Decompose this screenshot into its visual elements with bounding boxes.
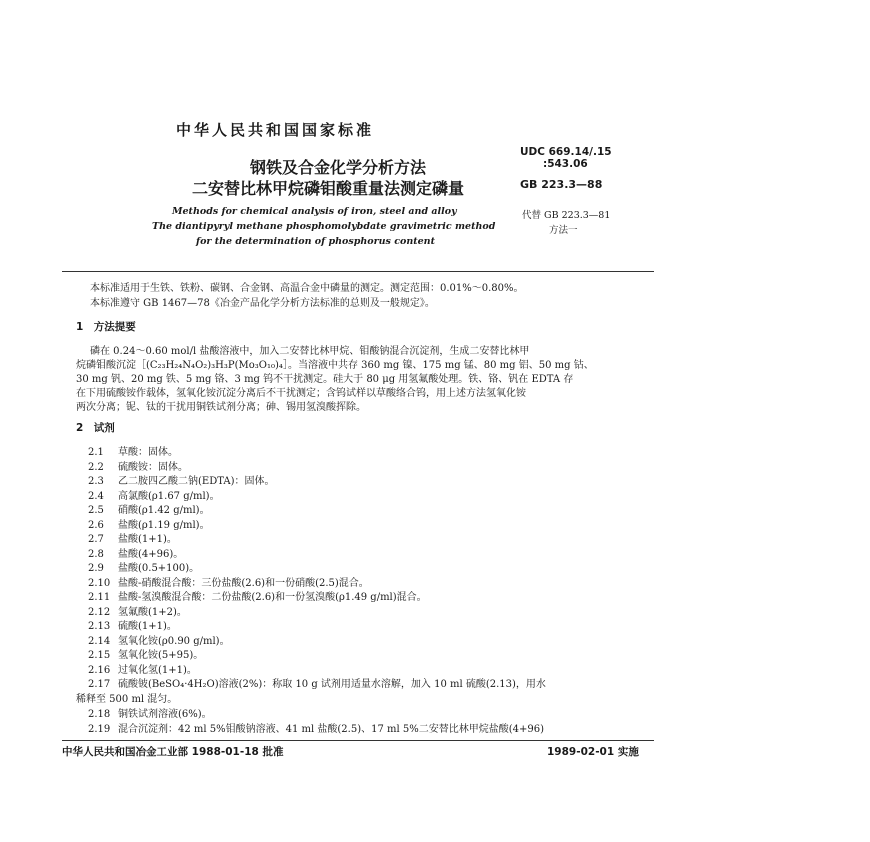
scope-paragraph-line1: 本标准适用于生铁、铁粉、碳钢、合金钢、高温合金中磷量的测定。测定范围：0.01%～0.80%。 bbox=[90, 283, 524, 294]
reagent-item bbox=[88, 588, 427, 603]
reagent-number: 2.19 bbox=[88, 724, 111, 735]
reagent-text: 盐酸(4+96)。 bbox=[118, 548, 184, 560]
reagent-text: 铜铁试剂溶液(6%)。 bbox=[118, 709, 212, 720]
reagent-text: 硫酸铵：固体。 bbox=[118, 461, 188, 473]
reagent-text: 盐酸(0.5+100)。 bbox=[118, 563, 200, 574]
reagent-item bbox=[88, 661, 197, 676]
reagent-number: 2.16 bbox=[88, 664, 111, 676]
reagent-number: 2.3 bbox=[88, 476, 104, 487]
reagent-number: 2.2 bbox=[88, 461, 104, 473]
document-title-line2: 二安替比林甲烷磷钼酸重量法测定磷量 bbox=[192, 179, 465, 198]
reagent-item bbox=[88, 646, 203, 661]
reagent-text: 过氧化氢(1+1)。 bbox=[118, 664, 197, 676]
reagent-text: 盐酸-氢溴酸混合酸：二份盐酸(2.6)和一份氢溴酸(ρ1.49 g/ml)混合。 bbox=[118, 592, 427, 603]
method-text-line: 30 mg 钒、20 mg 铁、5 mg 铬、3 mg 钨不干扰测定。硅大于 80 μg 用氢氟酸处理。铁、铬、钒在 EDTA 存 bbox=[76, 374, 574, 385]
reagent-item bbox=[88, 516, 210, 531]
reagent-item bbox=[88, 501, 210, 516]
reagent-number: 2.9 bbox=[88, 563, 104, 574]
reagent-text: 盐酸(ρ1.19 g/ml)。 bbox=[118, 519, 210, 531]
effective-date: 1989-02-01 实施 bbox=[547, 746, 639, 758]
method-text-line: 两次分离；铌、钛的干扰用铜铁试剂分离；砷、锡用氢溴酸挥除。 bbox=[76, 402, 366, 413]
reagent-text: 草酸：固体。 bbox=[118, 447, 178, 458]
reagent-number: 2.1 bbox=[88, 447, 104, 458]
reagent-number: 2.5 bbox=[88, 505, 104, 516]
reagent-text: 稀释至 500 ml 混匀。 bbox=[76, 693, 178, 705]
approval-statement: 中华人民共和国冶金工业部 1988-01-18 批准 bbox=[62, 746, 284, 758]
header-divider bbox=[62, 271, 654, 272]
reagent-number: 2.6 bbox=[88, 519, 104, 531]
english-title-line1: Methods for chemical analysis of iron, steel and alloy bbox=[172, 206, 457, 217]
reagent-number: 2.14 bbox=[88, 635, 111, 647]
method-text-line: 烷磷钼酸沉淀［(C₂₃H₂₄N₄O₂)₃H₃P(Mo₃O₁₀)₄］。当溶液中共存 360 mg 镍、175 mg 锰、80 mg 铝、50 mg 钴、 bbox=[76, 360, 594, 371]
replaces-standard: 代替 GB 223.3—81 bbox=[522, 210, 611, 221]
reagent-item bbox=[88, 545, 183, 560]
reagent-number: 2.17 bbox=[88, 679, 111, 690]
reagent-item bbox=[88, 632, 230, 647]
method-text-line: 磷在 0.24～0.60 mol/l 盐酸溶液中，加入二安替比林甲烷、钼酸钠混合沉淀剂，生成二安替比林甲 bbox=[90, 346, 530, 357]
reagent-text: 氢氧化铵(5+95)。 bbox=[118, 650, 204, 661]
section-heading-method: 1 方法提要 bbox=[76, 321, 136, 333]
reagent-text: 硝酸(ρ1.42 g/ml)。 bbox=[118, 505, 210, 516]
gb-standard-number: GB 223.3—88 bbox=[520, 178, 603, 191]
reagent-item bbox=[88, 574, 369, 589]
reagent-item bbox=[88, 443, 178, 458]
udc-code-line2: :543.06 bbox=[543, 158, 588, 170]
document-title-line1: 钢铁及合金化学分析方法 bbox=[250, 158, 427, 177]
reagent-text: 硫酸铍(BeSO₄·4H₂O)溶液(2%)：称取 10 g 试剂用适量水溶解，加入 10 ml 硫酸(2.13)，用水 bbox=[118, 679, 546, 690]
reagent-text: 硫酸(1+1)。 bbox=[118, 621, 177, 632]
reagent-text: 盐酸-硝酸混合酸：三份盐酸(2.6)和一份硝酸(2.5)混合。 bbox=[118, 577, 369, 589]
reagent-item bbox=[88, 458, 188, 473]
reagent-text: 氢氧化铵(ρ0.90 g/ml)。 bbox=[118, 635, 230, 647]
reagent-number: 2.13 bbox=[88, 621, 111, 632]
udc-code-line1: UDC 669.14/.15 bbox=[520, 146, 612, 158]
english-title-line3: for the determination of phosphorus content bbox=[196, 236, 435, 247]
reagent-text: 氢氟酸(1+2)。 bbox=[118, 606, 187, 618]
reagent-text: 盐酸(1+1)。 bbox=[118, 534, 177, 545]
reagent-item bbox=[88, 472, 274, 487]
section-heading-reagents: 2 试剂 bbox=[76, 422, 115, 434]
reagent-number: 2.15 bbox=[88, 650, 111, 661]
reagent-item bbox=[88, 559, 199, 574]
replaces-method: 方法一 bbox=[549, 225, 578, 236]
scope-paragraph-line2: 本标准遵守 GB 1467—78《冶金产品化学分析方法标准的总则及一般规定》。 bbox=[90, 298, 435, 309]
reagent-item bbox=[88, 487, 220, 502]
reagent-number: 2.4 bbox=[88, 490, 104, 502]
reagent-item bbox=[88, 675, 546, 690]
reagent-item bbox=[88, 603, 187, 618]
national-standard-header: 中华人民共和国国家标准 bbox=[176, 121, 375, 139]
reagent-item bbox=[88, 705, 212, 720]
english-title-line2: The diantipyryl methane phosphomolybdate gravimetric method bbox=[152, 221, 496, 232]
reagent-number: 2.12 bbox=[88, 606, 111, 618]
reagent-item bbox=[88, 530, 177, 545]
reagent-text: 混合沉淀剂：42 ml 5%钼酸钠溶液、41 ml 盐酸(2.5)、17 ml 5%二安替比林甲烷盐酸(4+96) bbox=[118, 724, 544, 735]
reagent-number: 2.11 bbox=[88, 592, 111, 603]
reagent-item bbox=[88, 617, 177, 632]
reagent-number: 2.18 bbox=[88, 709, 111, 720]
reagent-text: 高氯酸(ρ1.67 g/ml)。 bbox=[118, 490, 220, 502]
reagent-number: 2.8 bbox=[88, 548, 104, 560]
method-text-line: 在下用硫酸铵作载体，氢氧化铵沉淀分离后不干扰测定；含钨试样以草酸络合钨，用上述方法氢氧化铵 bbox=[76, 388, 526, 399]
reagent-number: 2.10 bbox=[88, 577, 111, 589]
reagent-item bbox=[88, 720, 544, 735]
reagent-text: 乙二胺四乙酸二钠(EDTA)：固体。 bbox=[118, 476, 275, 487]
reagent-item-continuation bbox=[76, 690, 177, 705]
footer-divider bbox=[62, 740, 654, 741]
reagent-number: 2.7 bbox=[88, 534, 104, 545]
